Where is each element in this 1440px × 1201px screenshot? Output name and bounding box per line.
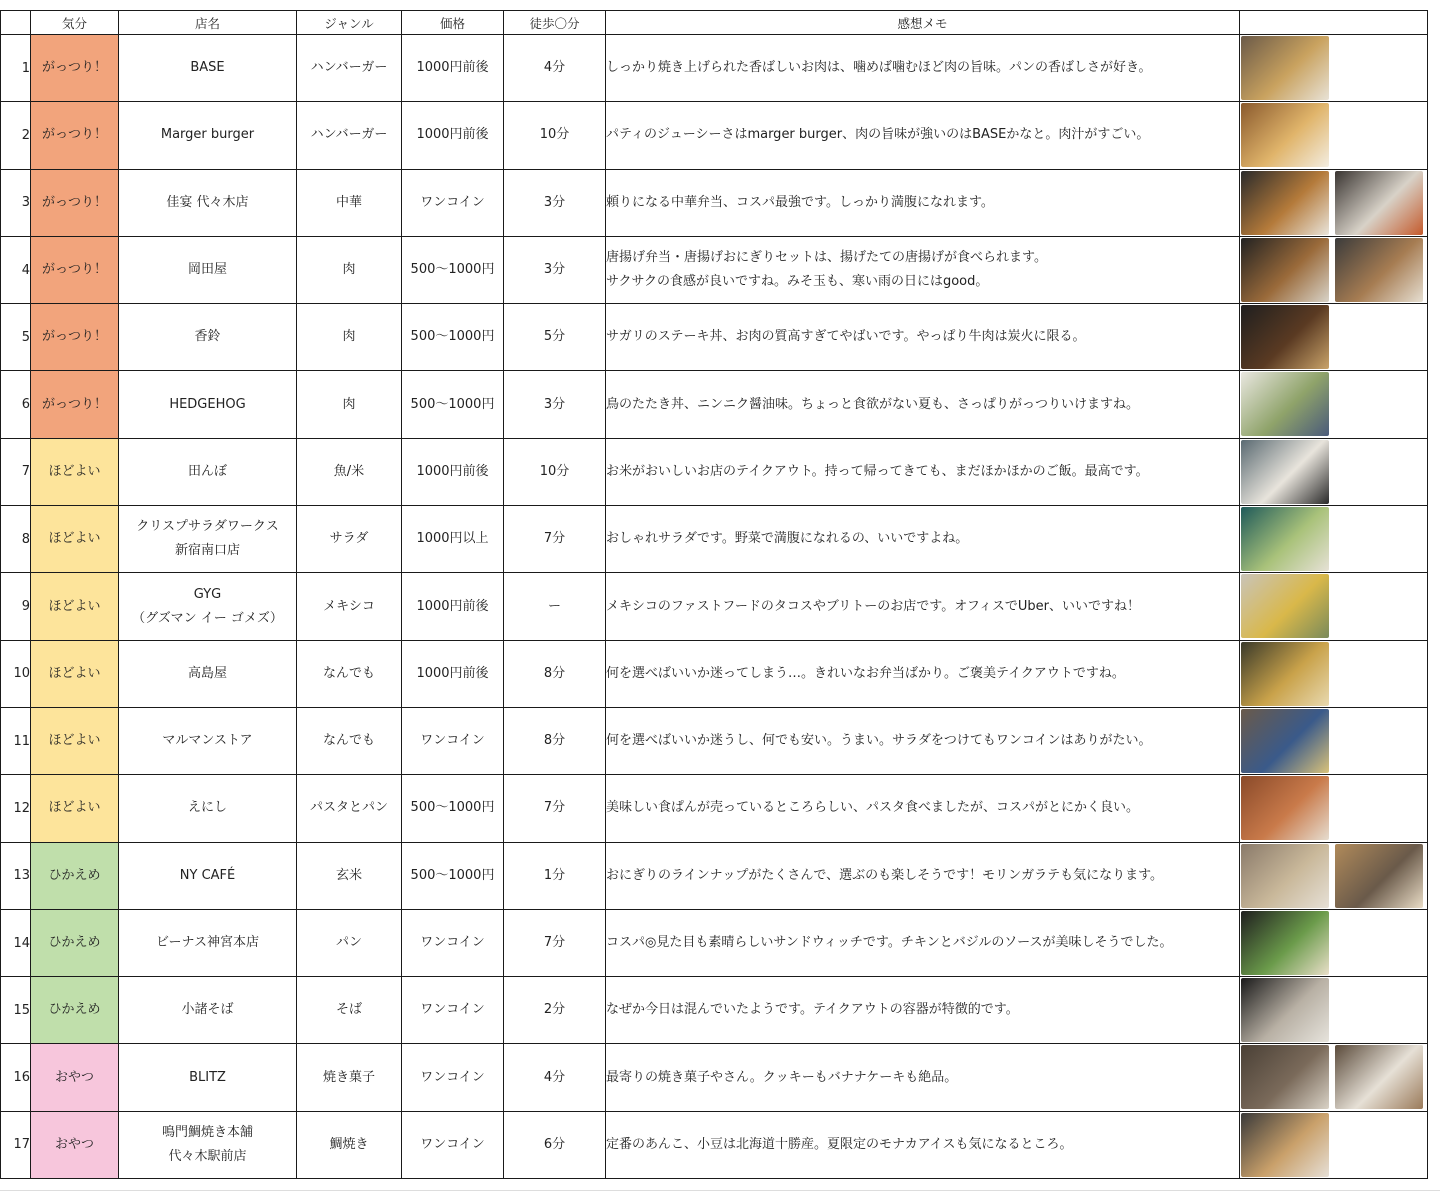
table-row (1, 1111, 1428, 1178)
store-name-line: 鳴門鯛焼き本舗 (161, 1124, 253, 1140)
memo-line: おしゃれサラダです。野菜で満腹になれるの、いいですよね。 (606, 531, 969, 547)
store-name-cell[interactable] (119, 909, 297, 976)
photo-cell[interactable] (1240, 236, 1428, 303)
price-cell[interactable]: 1000円前後 (402, 640, 504, 707)
header-mood[interactable]: 気分 (31, 11, 119, 35)
food-photo[interactable] (1241, 440, 1329, 504)
walk-time-cell[interactable]: 5分 (504, 304, 606, 371)
store-name-line: Marger burger (160, 127, 255, 143)
food-photo[interactable] (1335, 844, 1423, 908)
walk-time-cell[interactable]: ー (504, 573, 606, 640)
walk-time-cell[interactable]: 8分 (504, 707, 606, 774)
memo-cell[interactable] (606, 977, 1240, 1044)
row-number[interactable]: 3 (1, 169, 31, 236)
photo-cell[interactable] (1240, 102, 1428, 169)
mood-cell[interactable]: ほどよい (31, 640, 119, 707)
mood-cell[interactable]: おやつ (31, 1044, 119, 1111)
mood-cell[interactable]: がっつり！ (31, 304, 119, 371)
walk-time-cell[interactable]: 4分 (504, 1044, 606, 1111)
food-photo[interactable] (1241, 1113, 1329, 1177)
memo-cell[interactable] (606, 304, 1240, 371)
food-photo[interactable] (1241, 171, 1329, 235)
store-name-cell[interactable] (119, 506, 297, 573)
mood-cell[interactable]: ひかえめ (31, 977, 119, 1044)
genre-cell[interactable]: なんでも (297, 640, 402, 707)
food-photo[interactable] (1241, 978, 1329, 1042)
genre-cell[interactable]: パン (297, 909, 402, 976)
walk-time-cell[interactable]: 4分 (504, 35, 606, 102)
walk-time-cell[interactable]: 7分 (504, 775, 606, 842)
table-row (1, 1044, 1428, 1111)
header-price[interactable]: 価格 (402, 11, 504, 35)
food-photo[interactable] (1241, 709, 1329, 773)
table-row (1, 371, 1428, 438)
genre-cell[interactable]: パスタとパン (297, 775, 402, 842)
restaurant-table (0, 10, 1428, 1179)
food-photo[interactable] (1241, 911, 1329, 975)
food-photo[interactable] (1241, 844, 1329, 908)
walk-time-cell[interactable]: 10分 (504, 438, 606, 505)
genre-cell[interactable]: ハンバーガー (297, 102, 402, 169)
table-row (1, 438, 1428, 505)
store-name-line: GYG (193, 586, 222, 602)
memo-line: サガリのステーキ丼、お肉の質高すぎてやばいです。やっぱり牛肉は炭火に限る。 (606, 329, 1086, 345)
genre-cell[interactable]: ハンバーガー (297, 35, 402, 102)
row-number[interactable]: 13 (1, 842, 31, 909)
row-number[interactable]: 6 (1, 371, 31, 438)
header-genre[interactable]: ジャンル (297, 11, 402, 35)
walk-time-cell[interactable]: 7分 (504, 909, 606, 976)
header-photo[interactable] (1240, 11, 1428, 35)
photo-cell[interactable] (1240, 775, 1428, 842)
row-number[interactable]: 15 (1, 977, 31, 1044)
mood-cell[interactable]: ひかえめ (31, 909, 119, 976)
mood-cell[interactable]: ひかえめ (31, 842, 119, 909)
price-cell[interactable]: 1000円前後 (402, 573, 504, 640)
memo-line: 唐揚げ弁当・唐揚げおにぎりセットは、揚げたての唐揚げが食べられます。 (606, 250, 1047, 266)
price-cell[interactable]: 1000円以上 (402, 506, 504, 573)
mood-cell[interactable]: ほどよい (31, 573, 119, 640)
walk-time-cell[interactable]: 6分 (504, 1111, 606, 1178)
store-name-line: 高島屋 (187, 665, 227, 681)
store-name-line: クリスプサラダワークス (136, 519, 279, 535)
table-row (1, 573, 1428, 640)
memo-cell[interactable] (606, 1111, 1240, 1178)
table-row (1, 304, 1428, 371)
genre-cell[interactable]: そば (297, 977, 402, 1044)
memo-line: 鳥のたたき丼、ニンニク醤油味。ちょっと食欲がない夏も、さっぱりがっつりいけますね。 (606, 396, 1140, 412)
header-row (1, 11, 1428, 35)
store-name-line: ビーナス神宮本店 (156, 935, 259, 950)
photo-cell[interactable] (1240, 1111, 1428, 1178)
photo-cell[interactable] (1240, 1044, 1428, 1111)
table-row (1, 169, 1428, 236)
memo-line: お米がおいしいお店のテイクアウト。持って帰ってきても、まだほかほかのご飯。最高です。 (606, 463, 1149, 479)
photo-cell[interactable] (1240, 35, 1428, 102)
store-name-cell[interactable] (119, 35, 297, 102)
genre-cell[interactable]: 鯛焼き (297, 1111, 402, 1178)
genre-cell[interactable]: 魚/米 (297, 438, 402, 505)
table-row (1, 909, 1428, 976)
memo-line: 頼りになる中華弁当、コスパ最強です。しっかり満腹になれます。 (606, 194, 994, 210)
row-number[interactable]: 7 (1, 438, 31, 505)
row-number[interactable]: 9 (1, 573, 31, 640)
table-row (1, 506, 1428, 573)
mood-cell[interactable]: がっつり！ (31, 102, 119, 169)
table-row (1, 35, 1428, 102)
memo-cell[interactable] (606, 371, 1240, 438)
empty-row-strip (0, 1190, 1440, 1201)
mood-cell[interactable]: おやつ (31, 1111, 119, 1178)
genre-cell[interactable]: メキシコ (297, 573, 402, 640)
price-cell[interactable]: ワンコイン (402, 169, 504, 236)
store-name-cell[interactable] (119, 169, 297, 236)
row-number[interactable]: 1 (1, 35, 31, 102)
table-row (1, 842, 1428, 909)
row-number[interactable]: 5 (1, 304, 31, 371)
food-photo[interactable] (1241, 36, 1329, 100)
photo-cell[interactable] (1240, 842, 1428, 909)
header-rownum (1, 11, 31, 35)
store-name-cell[interactable] (119, 1111, 297, 1178)
store-name-line: 小諸そば (181, 1002, 234, 1018)
table-row (1, 102, 1428, 169)
row-number[interactable]: 4 (1, 236, 31, 303)
food-photo[interactable] (1241, 574, 1329, 638)
memo-line: サクサクの食感が良いですね。みそ玉も、寒い雨の日にはgood。 (606, 274, 989, 290)
photo-cell[interactable] (1240, 573, 1428, 640)
photo-cell[interactable] (1240, 707, 1428, 774)
memo-cell[interactable] (606, 1044, 1240, 1111)
store-name-cell[interactable] (119, 1044, 297, 1111)
memo-line: 最寄りの焼き菓子やさん。クッキーもバナナケーキも絶品。 (606, 1069, 958, 1085)
memo-cell[interactable] (606, 169, 1240, 236)
memo-line: 定番のあんこ、小豆は北海道十勝産。夏限定のモナカアイスも気になるところ。 (606, 1136, 1073, 1152)
price-cell[interactable]: ワンコイン (402, 1044, 504, 1111)
memo-cell[interactable] (606, 775, 1240, 842)
photo-cell[interactable] (1240, 371, 1428, 438)
walk-time-cell[interactable]: 2分 (504, 977, 606, 1044)
row-number[interactable]: 14 (1, 909, 31, 976)
genre-cell[interactable]: 中華 (297, 169, 402, 236)
price-cell[interactable]: 1000円前後 (402, 102, 504, 169)
memo-cell[interactable] (606, 842, 1240, 909)
photo-cell[interactable] (1240, 304, 1428, 371)
food-photo[interactable] (1241, 238, 1329, 302)
store-name-cell[interactable] (119, 573, 297, 640)
mood-cell[interactable]: がっつり！ (31, 236, 119, 303)
row-number[interactable]: 11 (1, 707, 31, 774)
walk-time-cell[interactable]: 10分 (504, 102, 606, 169)
table-row (1, 775, 1428, 842)
mood-cell[interactable]: がっつり！ (31, 169, 119, 236)
memo-cell[interactable] (606, 236, 1240, 303)
store-name-line: マルマンストア (162, 733, 253, 749)
store-name-line: 岡田屋 (187, 262, 227, 278)
price-cell[interactable]: 500〜1000円 (402, 371, 504, 438)
price-cell[interactable]: 1000円前後 (402, 438, 504, 505)
food-photo[interactable] (1241, 507, 1329, 571)
mood-cell[interactable]: ほどよい (31, 438, 119, 505)
walk-time-cell[interactable]: 3分 (504, 236, 606, 303)
walk-time-cell[interactable]: 3分 (504, 169, 606, 236)
mood-cell[interactable]: ほどよい (31, 775, 119, 842)
store-name-line: BLITZ (189, 1069, 226, 1085)
store-name-cell[interactable] (119, 102, 297, 169)
price-cell[interactable]: 500〜1000円 (402, 304, 504, 371)
store-name-cell[interactable] (119, 977, 297, 1044)
food-photo[interactable] (1241, 305, 1329, 369)
store-name-line: NY CAFÉ (179, 867, 236, 883)
row-number[interactable]: 16 (1, 1044, 31, 1111)
memo-line: 何を選べばいいか迷ってしまう…。きれいなお弁当ばかり。ご褒美テイクアウトですね。 (606, 665, 1125, 681)
genre-cell[interactable]: 玄米 (297, 842, 402, 909)
header-name[interactable]: 店名 (119, 11, 297, 35)
photo-cell[interactable] (1240, 909, 1428, 976)
memo-line: 美味しい食ぱんが売っているところらしい、パスタ食べましたが、コスパがとにかく良い。 (606, 800, 1140, 816)
genre-cell[interactable]: なんでも (297, 707, 402, 774)
price-cell[interactable]: 500〜1000円 (402, 842, 504, 909)
store-name-cell[interactable] (119, 842, 297, 909)
photo-cell[interactable] (1240, 506, 1428, 573)
photo-cell[interactable] (1240, 640, 1428, 707)
store-name-line: 田んぼ (187, 463, 227, 479)
store-name-cell[interactable] (119, 371, 297, 438)
memo-cell[interactable] (606, 573, 1240, 640)
price-cell[interactable]: 500〜1000円 (402, 775, 504, 842)
genre-cell[interactable]: 焼き菓子 (297, 1044, 402, 1111)
price-cell[interactable]: 1000円前後 (402, 35, 504, 102)
mood-cell[interactable]: ほどよい (31, 506, 119, 573)
table-row (1, 707, 1428, 774)
photo-cell[interactable] (1240, 438, 1428, 505)
food-photo[interactable] (1241, 1045, 1329, 1109)
store-name-line: HEDGEHOG (169, 396, 246, 412)
store-name-cell[interactable] (119, 236, 297, 303)
memo-line: おにぎりのラインナップがたくさんで、選ぶのも楽しそうです！モリンガラテも気になります。 (606, 867, 1164, 883)
walk-time-cell[interactable]: 1分 (504, 842, 606, 909)
memo-cell[interactable] (606, 707, 1240, 774)
store-name-line: BASE (190, 60, 225, 76)
walk-time-cell[interactable]: 3分 (504, 371, 606, 438)
genre-cell[interactable]: 肉 (297, 304, 402, 371)
store-name-cell[interactable] (119, 707, 297, 774)
food-photo[interactable] (1335, 1045, 1423, 1109)
store-name-cell[interactable] (119, 640, 297, 707)
memo-line: コスパ◎見た目も素晴らしいサンドウィッチです。チキンとバジルのソースが美味しそうでした。 (606, 935, 1173, 950)
photo-cell[interactable] (1240, 169, 1428, 236)
row-number[interactable]: 12 (1, 775, 31, 842)
mood-cell[interactable]: ほどよい (31, 707, 119, 774)
memo-cell[interactable] (606, 438, 1240, 505)
store-name-line: 代々木駅前店 (168, 1148, 247, 1164)
memo-cell[interactable] (606, 102, 1240, 169)
table-row (1, 236, 1428, 303)
header-memo[interactable]: 感想メモ (606, 11, 1240, 35)
memo-cell[interactable] (606, 506, 1240, 573)
price-cell[interactable]: ワンコイン (402, 977, 504, 1044)
store-name-line: 香鈴 (194, 329, 221, 345)
memo-line: 何を選べばいいか迷うし、何でも安い。うまい。サラダをつけてもワンコインはありがたい。 (606, 733, 1152, 749)
food-photo[interactable] (1241, 103, 1329, 167)
row-number[interactable]: 2 (1, 102, 31, 169)
table-row (1, 640, 1428, 707)
row-number[interactable]: 8 (1, 506, 31, 573)
price-cell[interactable]: ワンコイン (402, 909, 504, 976)
price-cell[interactable]: 500〜1000円 (402, 236, 504, 303)
store-name-line: 新宿南口店 (174, 543, 240, 559)
store-name-cell[interactable] (119, 304, 297, 371)
price-cell[interactable]: ワンコイン (402, 707, 504, 774)
mood-cell[interactable]: がっつり！ (31, 371, 119, 438)
table-body (1, 35, 1428, 1179)
memo-line: なぜか今日は混んでいたようです。テイクアウトの容器が特徴的です。 (606, 1002, 1019, 1018)
row-number[interactable]: 10 (1, 640, 31, 707)
food-photo[interactable] (1241, 642, 1329, 706)
food-photo[interactable] (1335, 171, 1423, 235)
table-row (1, 977, 1428, 1044)
photo-cell[interactable] (1240, 977, 1428, 1044)
memo-cell[interactable] (606, 909, 1240, 976)
memo-line: メキシコのファストフードのタコスやブリトーのお店です。オフィスでUber、いいですね！ (606, 598, 1140, 614)
price-cell[interactable]: ワンコイン (402, 1111, 504, 1178)
memo-cell[interactable] (606, 35, 1240, 102)
row-number[interactable]: 17 (1, 1111, 31, 1178)
store-name-line: 佳宴 代々木店 (166, 194, 249, 210)
food-photo[interactable] (1335, 238, 1423, 302)
genre-cell[interactable]: 肉 (297, 371, 402, 438)
mood-cell[interactable]: がっつり！ (31, 35, 119, 102)
genre-cell[interactable]: 肉 (297, 236, 402, 303)
store-name-cell[interactable] (119, 438, 297, 505)
food-photo[interactable] (1241, 372, 1329, 436)
store-name-cell[interactable] (119, 775, 297, 842)
memo-line: しっかり焼き上げられた香ばしいお肉は、噛めば噛むほど肉の旨味。パンの香ばしさが好き。 (606, 60, 1152, 76)
genre-cell[interactable]: サラダ (297, 506, 402, 573)
walk-time-cell[interactable]: 8分 (504, 640, 606, 707)
store-name-line: （グズマン イー ゴメズ） (132, 610, 283, 626)
food-photo[interactable] (1241, 776, 1329, 840)
walk-time-cell[interactable]: 7分 (504, 506, 606, 573)
memo-line: パティのジューシーさはmarger burger、肉の旨味が強いのはBASEかなと。肉汁がすごい。 (606, 127, 1150, 143)
header-walk[interactable]: 徒歩〇分 (504, 11, 606, 35)
memo-cell[interactable] (606, 640, 1240, 707)
store-name-line: えにし (187, 800, 227, 816)
